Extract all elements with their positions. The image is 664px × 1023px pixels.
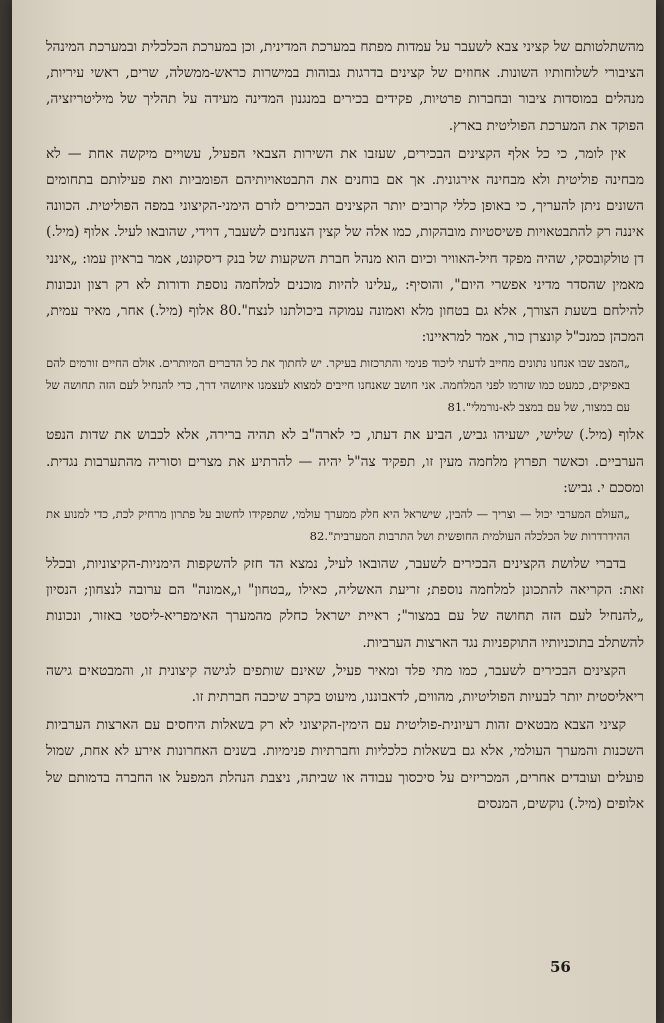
- paragraph: בדברי שלושת הקצינים הבכירים לשעבר, שהובאו לעיל, נמצא הד חזק להשקפות הימניות-הקיצוניות, ובכלל זאת: הקריאה להתכונן למלחמה נוספת; זריעת האשליה, כאילו „בטחון" ו„אמונה" הם ערובה לנצחון; הנסיון „להנחיל לעם הזה תחושה של עם במצור"; ראיית ישראל כחלק מהמערך האימפריא-ליסטי באזור, ונכונות להשתלב בתוכניותיו התוקפניות נגד הארצות הערביות.: [46, 556, 644, 651]
- page-number: 56: [550, 958, 571, 976]
- block-quote: „המצב שבו אנחנו נתונים מחייב לדעתי ליכוד פנימי והתרכזות בעיקר. יש לחתוך את כל הדברים המיותרים. אולם החיים זורמים להם באפיקים, כמעט כמו שזרמו לפני המלחמה. אני חושב שאנחנו חייבים למצוא לעצמנו איזושהי דרך, כדי להנחיל לעם הזה תחושה של עם במצור, של עם במצב לא-נורמלי".81: [46, 356, 630, 415]
- book-page: [12, 0, 656, 1023]
- paragraph: אלוף (מיל.) שלישי, ישעיהו גביש, הביע את דעתו, כי לארה"ב לא תהיה ברירה, אלא לכבוש את שדות הנפט הערביים. וכאשר תפרוץ מלחמה מעין זו, תפקיד צה"ל יהיה — להרתיע את מצרים וסוריה מהתערבות נגדית. ומסכם י. גביש:: [46, 427, 644, 496]
- paragraph: הקצינים הבכירים לשעבר, כמו מתי פלד ומאיר פעיל, שאינם שותפים לגישה קיצונית זו, והמבטאים גישה ריאליסטית יותר לבעיות הפוליטיות, מהווים, לדאבוננו, מיעוט בקרב שיכבה חברתית זו.: [46, 662, 644, 706]
- page-text: [46, 34, 644, 819]
- block-quote: „העולם המערבי יכול — וצריך — להבין, שישראל היא חלק ממערך עולמי, שתפקידו לחשוב על פתרון מרחיק לכת, כדי למנוע את ההידרדרות של הכלכלה העולמית החופשית ושל התרבות המערבית".82: [46, 507, 630, 544]
- paragraph: מהשתלטותם של קציני צבא לשעבר על עמדות מפתח במערכת המדינית, וכן במערכת הכלכלית ובמערכת המינהל הציבורי לשלוחותיו השונות. אחוזים של קצינים בדרגות גבוהות במישרות כראש-ממשלה, שרים, ראשי עיריות, מנהלים במוסדות ציבור ובחברות פרטיות, פקידים בכירים במנגנון המדינה מעידה על תהליך של מיליטריזציה, הפוקד את המערכת הפוליטית בארץ.: [46, 39, 644, 134]
- paragraph: קציני הצבא מבטאים זהות רעיונית-פוליטית עם הימין-הקיצוני לא רק בשאלות היחסים עם הארצות הערביות השכנות והמערך העולמי, אלא גם בשאלות כלכליות וחברתיות פנימיות. בשנים האחרונות אירע לא אחת, שמול פועלים ועובדים אחרים, המכריזים על סיכסוך עבודה או שביתה, ניצבת הנהלת המפעל או החברה בדמותם של אלופים (מיל.) נוקשים, המנסים: [46, 717, 644, 812]
- paragraph: אין לומר, כי כל אלף הקצינים הבכירים, שעזבו את השירות הצבאי הפעיל, עשויים מיקשה אחת — לא מבחינה פוליטית ולא מבחינה אירגונית. אך אם בוחנים את התבטאויותיהם הפומביות ואת פעילותם בתחומים השונים ניתן להעריך, כי באופן כללי קרובים יותר הקצינים הבכירים לזרם הימני-הקיצוני במפה הפוליטית. הכוונה איננה רק להתבטאויות פשיסטיות מובהקות, כמו אלה של קצין הצנחנים לשעבר, דוידי, שהובאו לעיל. אלוף (מיל.) דן טולקובסקי, שהיה מפקד חיל-האוויר וכיום הוא מנהל חברת השקעות של בנק דיסקונט, אמר בראיון עמו: „אינני מאמין שהסדר מדיני אפשרי היום", והוסיף: „עלינו להיות מוכנים למלחמה נוספת ודורות לא רק רצון ונכונות להילחם בשעת הצורך, אלא גם בטחון מלא ואמונה עמוקה ביכולתנו לנצח".80 אלוף (מיל.) אחר, מאיר עמית, המכהן כמנכ"ל קונצרן כור, אמר למראיינו:: [46, 145, 644, 346]
